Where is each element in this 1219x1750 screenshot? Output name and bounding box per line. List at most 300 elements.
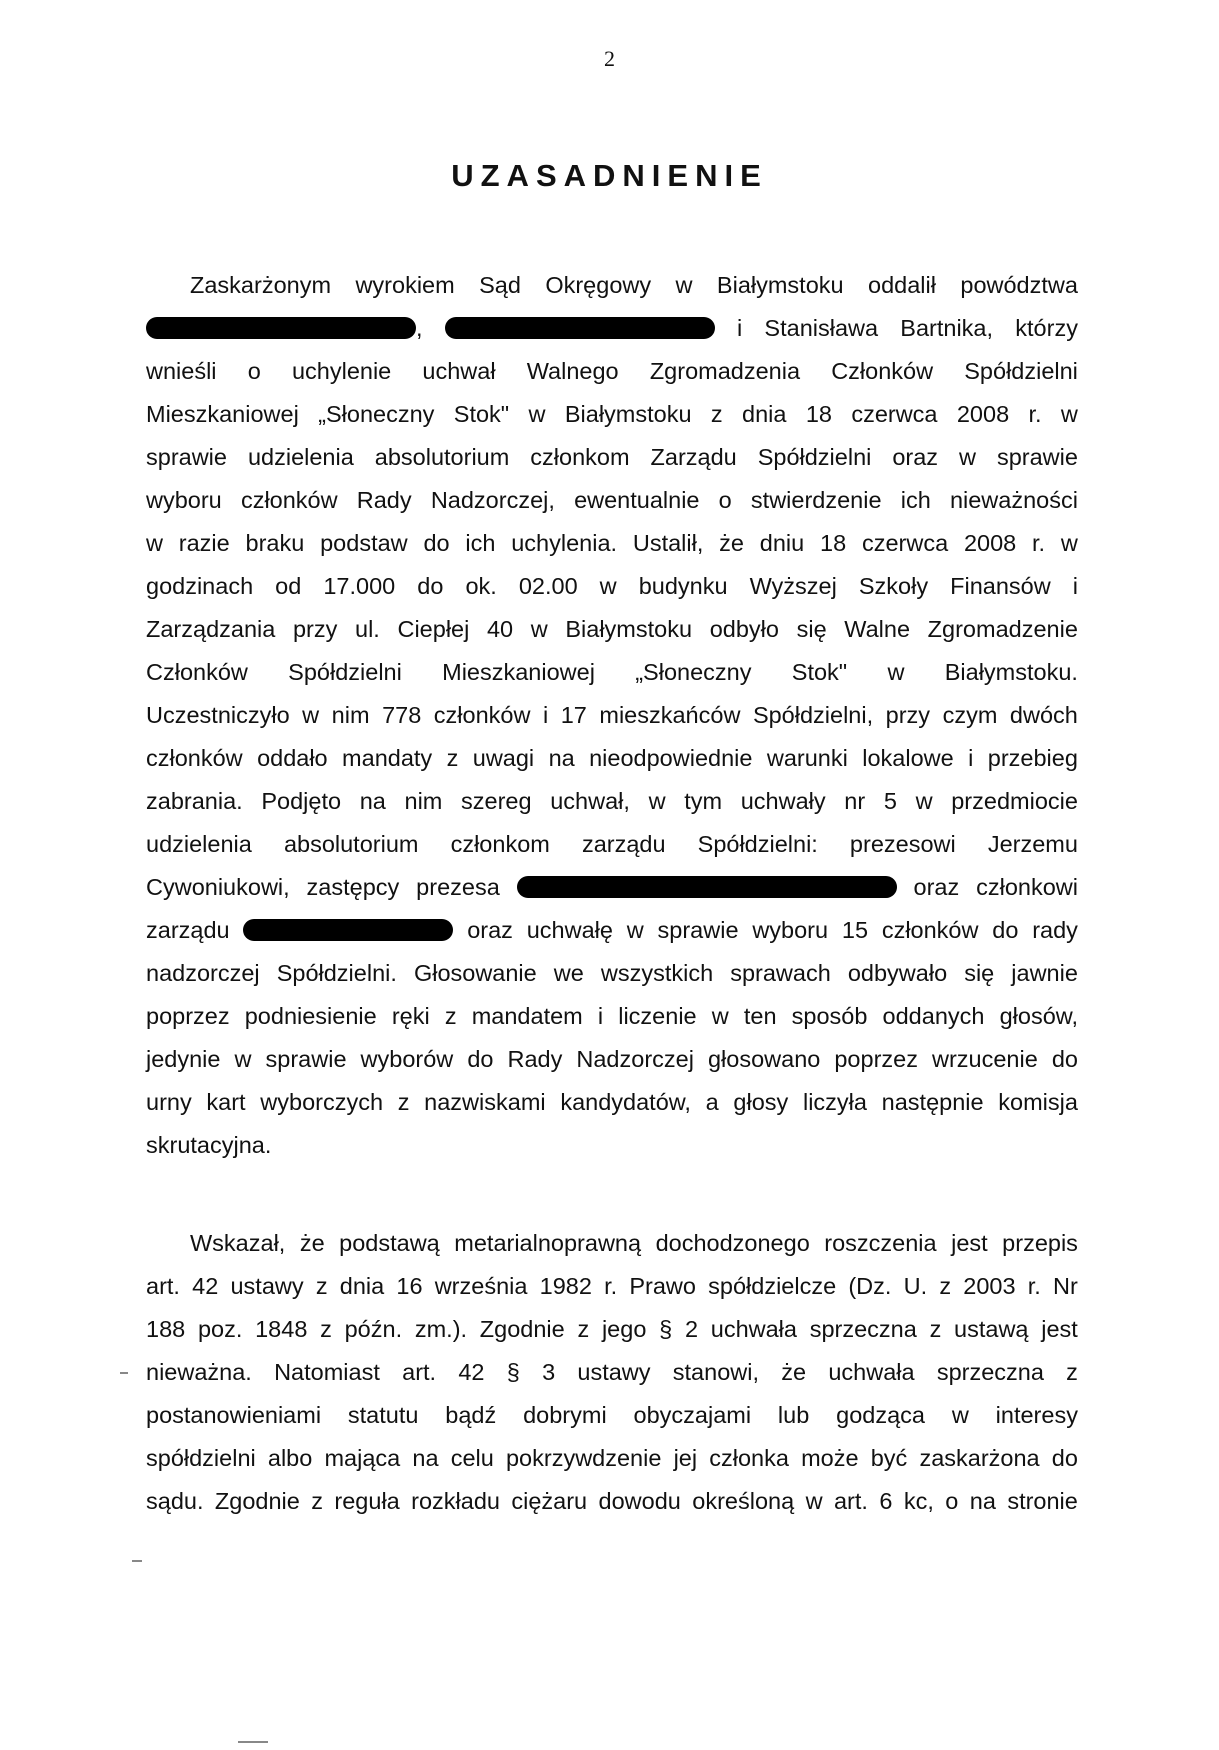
word: r.	[604, 1273, 618, 1299]
word: ustawą	[954, 1316, 1029, 1342]
text-line	[146, 522, 1078, 565]
word: Zgodnie	[479, 1316, 565, 1342]
word: interesy	[995, 1402, 1078, 1428]
word: że	[719, 530, 744, 556]
word: w	[528, 401, 546, 427]
word: jego	[601, 1316, 647, 1342]
word: w	[234, 1046, 252, 1072]
word: dwóch	[1009, 702, 1078, 728]
text-line	[146, 1437, 1078, 1480]
word: głosowano	[707, 1046, 821, 1072]
text-line	[146, 479, 1078, 522]
text-line	[146, 1265, 1078, 1308]
word: do	[467, 1046, 494, 1072]
word: z	[444, 1003, 457, 1029]
word: Zaskarżonym	[190, 272, 332, 298]
word: przy	[292, 616, 338, 642]
word: zarządu	[581, 831, 666, 857]
word: głosy	[733, 1089, 789, 1115]
word: art.	[146, 1273, 180, 1299]
word: „Słoneczny	[318, 401, 435, 427]
word: rady	[1032, 917, 1078, 943]
word: nim	[331, 702, 370, 728]
word: Walne	[844, 616, 911, 642]
word: poprzez	[146, 1003, 230, 1029]
word: 40	[486, 616, 514, 642]
word: we	[553, 960, 584, 986]
word: sprzeczna	[936, 1359, 1044, 1385]
word: celu	[450, 1445, 494, 1471]
word: 2008	[963, 530, 1017, 556]
word: Członków	[146, 659, 248, 685]
word: ich	[900, 487, 931, 513]
word: budynku	[638, 573, 728, 599]
word: oraz	[892, 444, 939, 470]
word: Białymstoku.	[944, 659, 1078, 685]
word: członków	[433, 702, 531, 728]
text-line	[146, 608, 1078, 651]
word: Stok"	[453, 401, 510, 427]
word: 16	[396, 1273, 423, 1299]
word: pokrzywdzenie	[505, 1445, 662, 1471]
text-line	[146, 1308, 1078, 1351]
word: w	[951, 1402, 969, 1428]
word: 42	[458, 1359, 485, 1385]
word: i	[968, 745, 974, 771]
word: członków	[146, 745, 243, 771]
word: że	[781, 1359, 807, 1385]
word: udzielenia	[146, 831, 252, 857]
word: ten	[743, 1003, 777, 1029]
word: Głosowanie	[413, 960, 537, 986]
word: 42	[192, 1273, 219, 1299]
word: ustawy	[230, 1273, 304, 1299]
word: wyboru	[146, 487, 222, 513]
redaction-block	[243, 909, 453, 952]
word: Sąd	[479, 272, 521, 298]
word: i	[542, 702, 549, 728]
word: ręki	[391, 1003, 430, 1029]
word: z	[577, 1316, 590, 1342]
word: Spółdzielni	[757, 444, 872, 470]
text-line	[146, 1222, 1078, 1265]
word: 2008	[956, 401, 1010, 427]
word: uchwał	[422, 358, 496, 384]
word: art.	[833, 1488, 868, 1514]
word: określoną	[692, 1488, 795, 1514]
word: r.	[1027, 1273, 1041, 1299]
word: wrzucenie	[932, 1046, 1038, 1072]
word: oddalił	[868, 272, 936, 298]
word: do	[992, 917, 1019, 943]
word: mająca	[324, 1445, 401, 1471]
word: września	[434, 1273, 528, 1299]
word: metarialnoprawną	[454, 1230, 642, 1256]
text-line	[146, 307, 1078, 350]
text-line	[146, 350, 1078, 393]
word: ok.	[465, 573, 497, 599]
word: nieodpowiednie	[589, 745, 753, 771]
word: przebieg	[987, 745, 1078, 771]
word: jedynie	[146, 1046, 221, 1072]
word: w	[1060, 401, 1078, 427]
word: 15	[841, 917, 869, 943]
word: 2	[684, 1316, 699, 1342]
text-line	[146, 264, 1078, 307]
text-line	[146, 909, 1078, 952]
word: lokalowe	[862, 745, 954, 771]
word: Mieszkaniowej	[146, 401, 299, 427]
word: w	[599, 573, 617, 599]
word: zm.).	[414, 1316, 468, 1342]
word: o	[718, 487, 732, 513]
word: Nadzorczej,	[430, 487, 555, 513]
word: §	[506, 1359, 520, 1385]
word: dnia	[339, 1273, 385, 1299]
word: 18	[805, 401, 832, 427]
word: 778	[382, 702, 422, 728]
text-line	[146, 823, 1078, 866]
word: Ciepłej	[397, 616, 470, 642]
word: przedmiocie	[951, 788, 1078, 814]
word: 3	[542, 1359, 556, 1385]
word: 2003	[963, 1273, 1016, 1299]
word: Rady	[356, 487, 412, 513]
word: zaskarżona	[919, 1445, 1040, 1471]
word: dowodu	[598, 1488, 681, 1514]
word: być	[870, 1445, 908, 1471]
word: zastępcy	[306, 874, 400, 900]
word: §	[659, 1316, 673, 1342]
word: w	[146, 530, 163, 556]
word: z	[311, 1488, 323, 1514]
word: w	[626, 917, 644, 943]
word: sprawie	[265, 1046, 347, 1072]
word: na	[412, 1445, 439, 1471]
word: 5	[883, 788, 897, 814]
word: Spółdzielni.	[276, 960, 397, 986]
word: obyczajami	[633, 1402, 752, 1428]
word: sprawie	[657, 917, 739, 943]
word: nieważności	[949, 487, 1078, 513]
word: na	[969, 1488, 996, 1514]
word: ul.	[355, 616, 380, 642]
word: dochodzonego	[655, 1230, 810, 1256]
scan-artifact	[238, 1741, 268, 1743]
word: Zarządzania	[146, 616, 276, 642]
word: Białymstoku	[564, 401, 692, 427]
text-line	[146, 1124, 1078, 1167]
text-line	[146, 1038, 1078, 1081]
word: Bartnika,	[900, 315, 994, 341]
word: i	[1072, 573, 1078, 599]
word: z	[315, 1273, 328, 1299]
word: dobrymi	[523, 1402, 607, 1428]
text-line	[146, 952, 1078, 995]
word: Prawo	[629, 1273, 696, 1299]
word: sprawie	[996, 444, 1078, 470]
word: zabrania.	[146, 788, 243, 814]
word: oraz	[913, 874, 960, 900]
word: o	[945, 1488, 959, 1514]
word: wnieśli	[146, 358, 217, 384]
word: poprzez	[834, 1046, 918, 1072]
word: Spółdzielni:	[697, 831, 818, 857]
word: lub	[777, 1402, 810, 1428]
word: liczyła	[802, 1089, 867, 1115]
word: odbyło	[709, 616, 779, 642]
word: podstawą	[339, 1230, 440, 1256]
word: podstaw	[320, 530, 408, 556]
word: 1982	[539, 1273, 592, 1299]
word: Rady	[507, 1046, 563, 1072]
word: r.	[1032, 530, 1046, 556]
word: w	[302, 702, 320, 728]
word: rozkładu	[411, 1488, 500, 1514]
word: nim	[404, 788, 443, 814]
word: stwierdzenie	[750, 487, 882, 513]
word: ciężaru	[511, 1488, 588, 1514]
word: głosów,	[999, 1003, 1078, 1029]
text-line	[146, 866, 1078, 909]
word: nr	[844, 788, 866, 814]
word: z	[929, 1316, 942, 1342]
word: Finansów	[950, 573, 1051, 599]
word: ich	[465, 530, 496, 556]
word: się	[796, 616, 827, 642]
word: Stok"	[791, 659, 848, 685]
scan-artifact	[132, 1560, 142, 1562]
word: 18	[820, 530, 847, 556]
word: Zgromadzenie	[927, 616, 1078, 642]
word: Uczestniczyło	[146, 702, 290, 728]
word: Wskazał,	[190, 1230, 286, 1256]
word: i	[736, 315, 743, 341]
word: powództwa	[960, 272, 1078, 298]
word: w	[959, 444, 976, 470]
word: w	[711, 1003, 729, 1029]
word: do	[1051, 1046, 1078, 1072]
word: Cywoniukowi,	[146, 874, 290, 900]
word: (Dz.	[848, 1273, 892, 1299]
word: absolutorium	[374, 444, 510, 470]
word: na	[359, 788, 386, 814]
word: członkom	[450, 831, 550, 857]
word: członkowi	[976, 874, 1078, 900]
word: następnie	[881, 1089, 984, 1115]
word: późn.	[344, 1316, 403, 1342]
word: razie	[178, 530, 230, 556]
word: Zarządu	[650, 444, 737, 470]
text-line	[146, 995, 1078, 1038]
word: spółdzielcze	[708, 1273, 837, 1299]
word: poz.	[197, 1316, 243, 1342]
word: sposób	[791, 1003, 868, 1029]
word: kandydatów,	[560, 1089, 691, 1115]
word: roszczenia	[824, 1230, 937, 1256]
word: czerwca	[861, 530, 949, 556]
word: jawnie	[1011, 960, 1078, 986]
word: bądź	[445, 1402, 497, 1428]
word: Szkoły	[858, 573, 929, 599]
word: członkom	[530, 444, 630, 470]
text-line	[146, 1394, 1078, 1437]
word: z	[446, 745, 459, 771]
word: 1848	[255, 1316, 308, 1342]
scan-artifact	[120, 1372, 128, 1374]
word: stanowi,	[672, 1359, 759, 1385]
word: uchylenia.	[511, 530, 618, 556]
word: wyrokiem	[355, 272, 455, 298]
word: w	[887, 659, 905, 685]
word: skrutacyjna.	[146, 1132, 272, 1158]
word: prezesowi	[849, 831, 956, 857]
word: spółdzielni	[146, 1445, 256, 1471]
text-line	[146, 1351, 1078, 1394]
word: U.	[903, 1273, 928, 1299]
word: postanowieniami	[146, 1402, 322, 1428]
word: sądu.	[146, 1488, 204, 1514]
word: 02.00	[518, 573, 578, 599]
text-line	[146, 737, 1078, 780]
text-line	[146, 393, 1078, 436]
word: sprawach	[730, 960, 831, 986]
word: mandaty	[342, 745, 433, 771]
word: a	[705, 1089, 719, 1115]
word: Nr	[1052, 1273, 1078, 1299]
word: i	[597, 1003, 604, 1029]
word: sprawie	[146, 444, 227, 470]
word: że	[299, 1230, 325, 1256]
word: reguła	[334, 1488, 400, 1514]
document-title: UZASADNIENIE	[451, 158, 768, 193]
word: Spółdzielni	[288, 659, 402, 685]
word: braku	[245, 530, 305, 556]
word: uchwały	[740, 788, 826, 814]
word: z	[320, 1316, 332, 1342]
word: się	[964, 960, 995, 986]
word: na	[548, 745, 575, 771]
word: członków	[240, 487, 338, 513]
word: liczenie	[618, 1003, 697, 1029]
paragraph-1	[146, 264, 1078, 1167]
word: o	[247, 358, 261, 384]
word: zarządu	[146, 917, 230, 943]
word: tym	[684, 788, 723, 814]
word: odbywało	[847, 960, 948, 986]
word: komisja	[998, 1089, 1078, 1115]
word: 188	[146, 1316, 186, 1342]
text-line	[146, 694, 1078, 737]
word: jest	[951, 1230, 988, 1256]
redaction-block: ,	[146, 307, 423, 350]
word: od	[275, 573, 302, 599]
word: w	[805, 1488, 823, 1514]
word: godząca	[836, 1402, 925, 1428]
word: godzinach	[146, 573, 254, 599]
word: czerwca	[851, 401, 938, 427]
word: udzielenia	[247, 444, 354, 470]
word: oddało	[257, 745, 328, 771]
word: Białymstoku	[565, 616, 693, 642]
word: Białymstoku	[716, 272, 844, 298]
word: Podjęto	[261, 788, 342, 814]
word: do	[417, 573, 444, 599]
word: uchwała	[828, 1359, 915, 1385]
redaction-block	[517, 866, 897, 909]
word: przepis	[1002, 1230, 1078, 1256]
word: 17	[560, 702, 587, 728]
word: do	[1051, 1445, 1078, 1471]
word: r.	[1028, 401, 1042, 427]
word: 6	[879, 1488, 893, 1514]
word: przy	[885, 702, 931, 728]
word: czym	[942, 702, 998, 728]
word: ustawy	[577, 1359, 651, 1385]
word: prezesa	[416, 874, 500, 900]
redaction-block	[445, 307, 715, 350]
word: Okręgowy	[545, 272, 652, 298]
word: absolutorium	[283, 831, 419, 857]
word: Wyższej	[749, 573, 837, 599]
word: jest	[1041, 1316, 1078, 1342]
word: członków	[881, 917, 979, 943]
word: mieszkańców	[599, 702, 741, 728]
text-line	[146, 1081, 1078, 1124]
word: Mieszkaniowej	[442, 659, 595, 685]
word: uchylenie	[291, 358, 392, 384]
text-line	[146, 780, 1078, 823]
word: uchwał,	[550, 788, 630, 814]
word: podniesienie	[244, 1003, 377, 1029]
word: Walnego	[526, 358, 619, 384]
word: sprzeczna	[809, 1316, 917, 1342]
word: z	[939, 1273, 952, 1299]
word: mandatem	[471, 1003, 583, 1029]
word: 17.000	[323, 573, 396, 599]
paragraph-2	[146, 1222, 1078, 1523]
word: wyborów	[360, 1046, 454, 1072]
word: „Słoneczny	[635, 659, 752, 685]
word: z	[397, 1089, 410, 1115]
word: wyboru	[752, 917, 829, 943]
word: nazwiskami	[424, 1089, 546, 1115]
word: Zgromadzenia	[649, 358, 801, 384]
word: kart	[206, 1089, 246, 1115]
word: z	[710, 401, 723, 427]
word: w	[675, 272, 693, 298]
word: Zgodnie	[214, 1488, 300, 1514]
word: dniu	[759, 530, 805, 556]
word: urny	[146, 1089, 192, 1115]
word: oraz	[467, 917, 513, 943]
word: Spółdzielni,	[752, 702, 874, 728]
text-line	[146, 1480, 1078, 1523]
word: Ustalił,	[632, 530, 704, 556]
word: Spółdzielni	[964, 358, 1078, 384]
word: w	[1060, 530, 1078, 556]
word: nadzorczej	[146, 960, 260, 986]
word: nieważna.	[146, 1359, 252, 1385]
word: w	[915, 788, 933, 814]
word: Natomiast	[274, 1359, 380, 1385]
word: może	[801, 1445, 859, 1471]
word: warunki	[766, 745, 848, 771]
word: z	[1066, 1359, 1078, 1385]
word: którzy	[1015, 315, 1078, 341]
word: ewentualnie	[574, 487, 700, 513]
word: dnia	[742, 401, 787, 427]
